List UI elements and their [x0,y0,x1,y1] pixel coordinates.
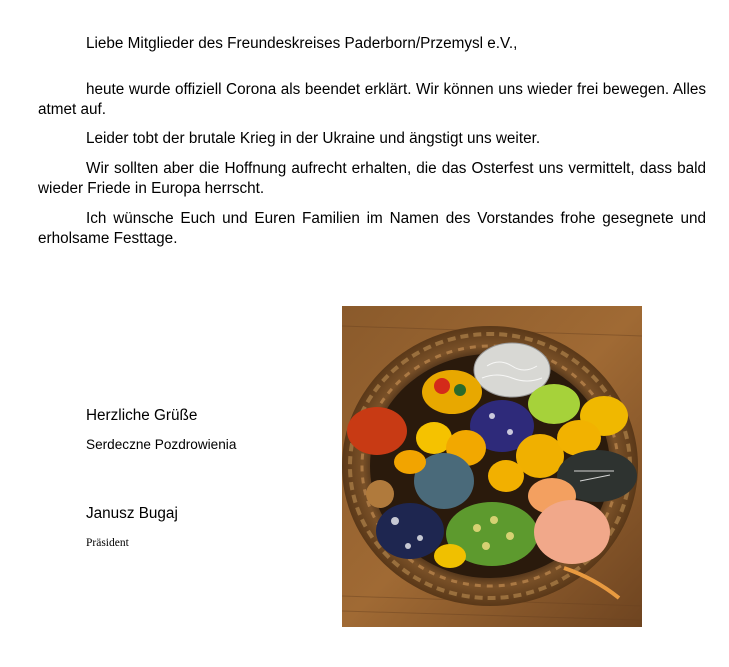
closing-polish: Serdeczne Pozdrowienia [86,437,237,452]
paragraph-corona: heute wurde offiziell Corona als beendet erklärt. Wir können uns wieder frei bewegen. Alles atmet auf. [38,81,706,118]
paragraph-ukraine: Leider tobt der brutale Krieg in der Ukraine und ängstigt uns weiter. [86,130,541,147]
signatory-role: Präsident [86,537,129,549]
letter-greeting: Liebe Mitglieder des Freundeskreises Paderborn/Przemysl e.V., [86,35,518,52]
signatory-name: Janusz Bugaj [86,505,178,522]
closing-german: Herzliche Grüße [86,407,198,424]
paragraph-hope: Wir sollten aber die Hoffnung aufrecht erhalten, die das Osterfest uns vermittelt, dass bald wieder Friede in Europa herrscht. [38,160,706,197]
easter-eggs-photo [342,306,642,627]
paragraph-wishes: Ich wünsche Euch und Euren Familien im Namen des Vorstandes frohe gesegnete und erholsame Festtage. [38,210,706,247]
